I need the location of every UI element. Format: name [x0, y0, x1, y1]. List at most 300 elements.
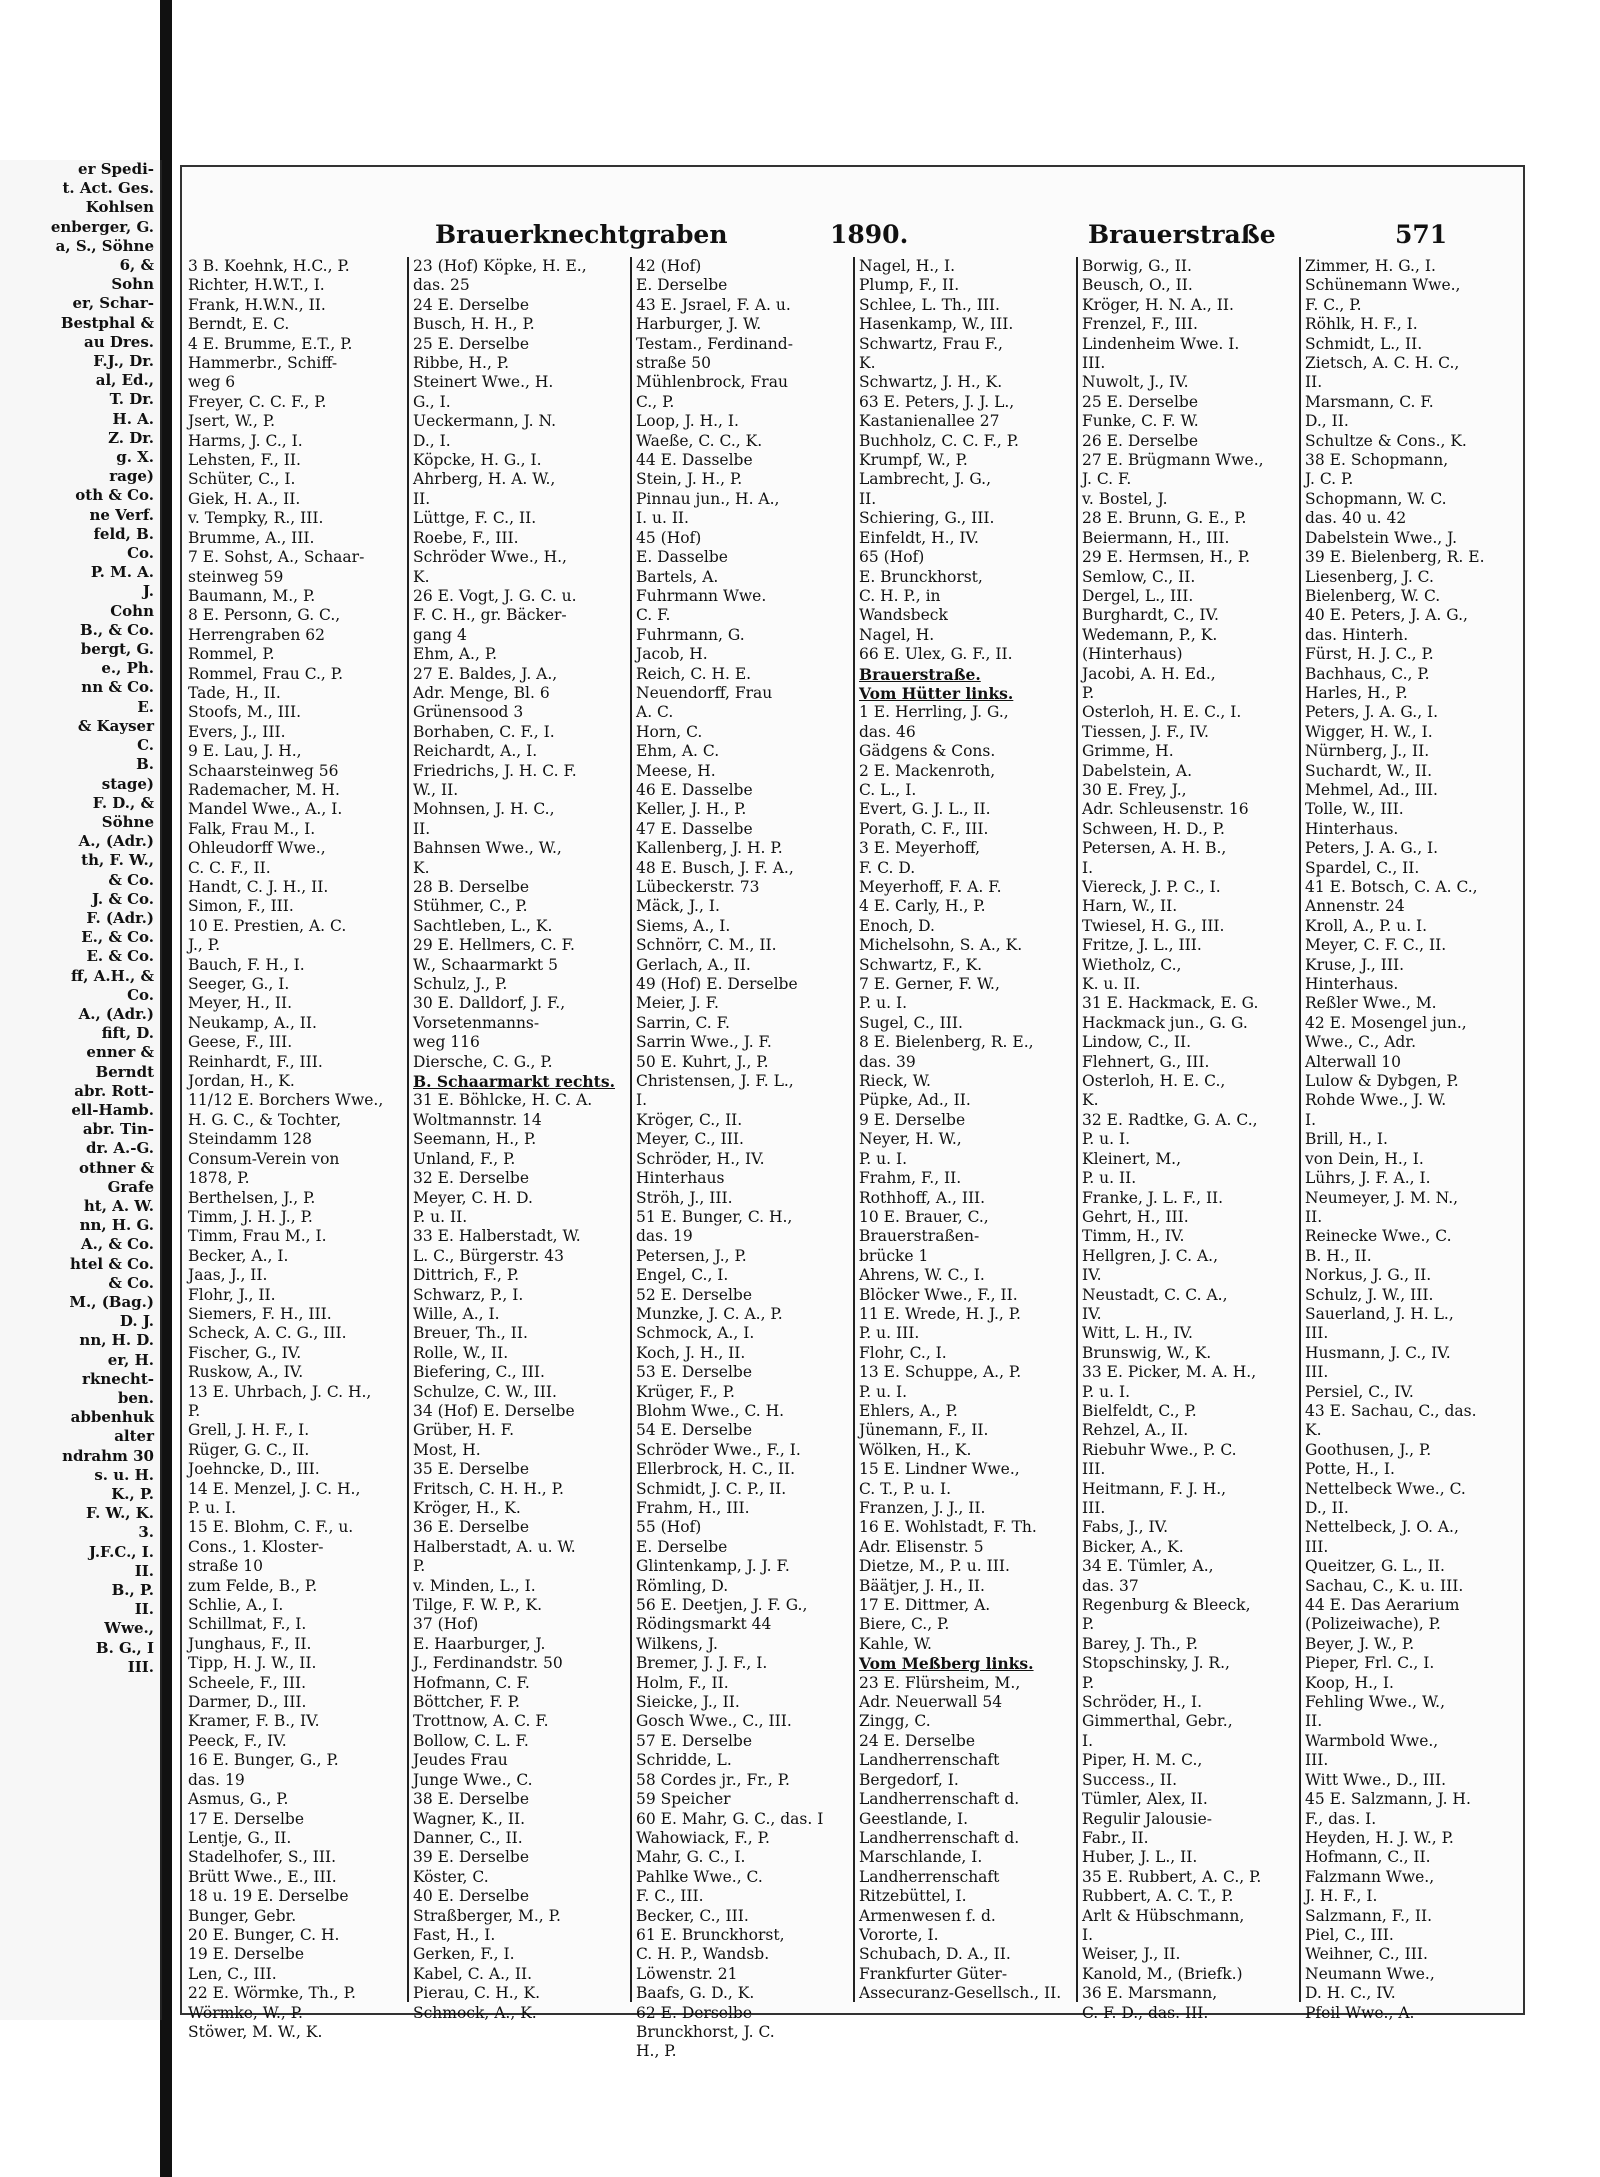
- directory-entry: Wölken, H., K.: [859, 1440, 972, 1459]
- directory-entry: Schröder, H., I.: [1082, 1693, 1203, 1712]
- directory-entry: Neukamp, A., II.: [188, 1013, 317, 1032]
- previous-page-text: alter: [114, 1427, 154, 1446]
- directory-entry: Einfeldt, H., IV.: [859, 528, 979, 547]
- directory-entry: Wilkens, J.: [636, 1634, 718, 1653]
- directory-entry: Kröger, H. N. A., II.: [1082, 295, 1234, 314]
- directory-entry: Becker, A., I.: [188, 1246, 289, 1265]
- directory-entry: Siemers, F. H., III.: [188, 1304, 332, 1323]
- directory-entry: Harburger, J. W.: [636, 315, 762, 334]
- directory-entry: Seeger, G., I.: [188, 975, 290, 994]
- directory-entry: II.: [1305, 1712, 1323, 1731]
- directory-entry: Funke, C. F. W.: [1082, 412, 1199, 431]
- directory-entry: 17 E. Dittmer, A.: [859, 1596, 991, 1615]
- previous-page-text: abbenhuk: [70, 1408, 154, 1427]
- previous-page-text: & Co.: [108, 870, 154, 889]
- directory-entry: Armenwesen f. d.: [859, 1906, 996, 1925]
- page-number: 571: [1395, 220, 1448, 249]
- directory-entry: 28 B. Derselbe: [413, 878, 530, 896]
- directory-entry: 30 E. Frey, J.,: [1082, 780, 1187, 799]
- directory-entry: 17 E. Derselbe: [188, 1809, 305, 1828]
- directory-entry: 45 E. Salzmann, J. H.: [1305, 1790, 1471, 1809]
- directory-entry: Joehncke, D., III.: [188, 1460, 320, 1479]
- directory-entry: P.: [1082, 1673, 1095, 1692]
- previous-page-text: D. J.: [119, 1312, 154, 1331]
- directory-entry: Petersen, A. H. B.,: [1082, 839, 1227, 858]
- previous-page-text: Bestphal &: [60, 313, 154, 332]
- directory-entry: Schmidt, J. C. P., II.: [636, 1479, 787, 1498]
- directory-entry: Annenstr. 24: [1305, 897, 1405, 916]
- previous-page-text: ne Verf.: [89, 505, 154, 524]
- directory-entry: Waeße, C. C., K.: [636, 431, 763, 450]
- directory-entry: Berthelsen, J., P.: [188, 1188, 316, 1207]
- directory-entry: Brill, H., I.: [1305, 1130, 1388, 1149]
- directory-entry: Blohm Wwe., C. H.: [636, 1401, 785, 1420]
- directory-entry: Wahowiack, F., P.: [636, 1828, 770, 1847]
- directory-entry: Frahm, H., III.: [636, 1499, 750, 1517]
- directory-entry: Sachau, C., K. u. III.: [1305, 1576, 1464, 1595]
- directory-entry: Mühlenbrock, Frau: [636, 373, 788, 392]
- previous-page-text: th, F. W.,: [81, 851, 154, 870]
- directory-entry: F. C., III.: [636, 1887, 704, 1906]
- directory-entry: Riebuhr Wwe., P. C.: [1082, 1440, 1237, 1459]
- directory-entry: Norkus, J. G., II.: [1305, 1266, 1432, 1285]
- directory-entry: 7 E. Gerner, F. W.,: [859, 975, 1000, 994]
- directory-entry: v. Tempky, R., III.: [188, 509, 324, 528]
- directory-entry: 66 E. Ulex, G. F., II.: [859, 645, 1013, 664]
- directory-entry: H., P.: [636, 2042, 677, 2061]
- directory-entry: 46 E. Dasselbe: [636, 780, 753, 799]
- directory-entry: Kastanienallee 27: [859, 412, 1000, 431]
- directory-entry: Schnörr, C. M., II.: [636, 936, 777, 955]
- directory-entry: Rademacher, M. H.: [188, 780, 340, 799]
- directory-entry: I.: [1082, 1925, 1094, 1944]
- directory-entry: 44 E. Das Aerarium: [1305, 1596, 1460, 1615]
- directory-entry: W., Schaarmarkt 5: [413, 955, 558, 974]
- directory-entry: Timm, H., IV.: [1082, 1227, 1185, 1246]
- previous-page-text: Co.: [127, 544, 154, 563]
- directory-entry: Sauerland, J. H. L.,: [1305, 1304, 1454, 1323]
- directory-entry: 4 E. Carly, H., P.: [859, 897, 986, 916]
- directory-entry: Baafs, G. D., K.: [636, 1984, 755, 2003]
- directory-entry: Horn, C.: [636, 722, 703, 741]
- directory-entry: Porath, C. F., III.: [859, 819, 989, 838]
- previous-page-text: B., P.: [111, 1581, 154, 1600]
- directory-entry: Frenzel, F., III.: [1082, 315, 1198, 334]
- directory-entry: Schlee, L. Th., III.: [859, 295, 1000, 314]
- directory-entry: Rommel, P.: [188, 645, 275, 664]
- directory-entry: Neustadt, C. C. A.,: [1082, 1285, 1228, 1304]
- directory-entry: II.: [859, 489, 877, 508]
- directory-entry: Meyer, C. F. C., II.: [1305, 936, 1447, 955]
- directory-entry: K.: [859, 354, 876, 373]
- directory-entry: Wedemann, P., K.: [1082, 625, 1218, 644]
- directory-entry: E. Derselbe: [636, 276, 728, 295]
- directory-entry: Lindow, C., II.: [1082, 1033, 1192, 1052]
- directory-entry: Schwartz, J. H., K.: [859, 373, 1003, 392]
- directory-entry: 10 E. Brauer, C.,: [859, 1207, 989, 1226]
- directory-entry: Krüger, F., P.: [636, 1382, 735, 1401]
- directory-entry: 61 E. Brunckhorst,: [636, 1925, 785, 1944]
- directory-entry: Flohr, C., I.: [859, 1343, 947, 1362]
- directory-entry: 1878, P.: [188, 1169, 250, 1188]
- directory-entry: II.: [1305, 373, 1323, 392]
- directory-entry: Danner, C., II.: [413, 1828, 523, 1847]
- directory-entry: 26 E. Derselbe: [1082, 431, 1199, 450]
- previous-page-text: ell-Hamb.: [71, 1100, 154, 1119]
- directory-entry: Barey, J. Th., P.: [1082, 1634, 1198, 1653]
- directory-entry: Scheele, F., III.: [188, 1673, 307, 1692]
- previous-page-text: T. Dr.: [109, 390, 154, 409]
- directory-entry: Rothhoff, A., III.: [859, 1188, 986, 1207]
- previous-page-text: J.: [142, 582, 154, 601]
- directory-entry: Ruskow, A., IV.: [188, 1363, 304, 1382]
- directory-entry: Franke, J. L. F., II.: [1082, 1188, 1224, 1207]
- previous-page-text: F.J., Dr.: [93, 352, 154, 371]
- directory-entry: 34 (Hof) E. Derselbe: [413, 1401, 575, 1420]
- directory-entry: Landherrenschaft: [859, 1867, 1000, 1886]
- directory-entry: 10 E. Prestien, A. C.: [188, 916, 347, 935]
- directory-entry: Wigger, H. W., I.: [1305, 722, 1433, 741]
- directory-entry: P. u. II.: [1082, 1169, 1137, 1188]
- directory-entry: Stopschinsky, J. R.,: [1082, 1654, 1230, 1673]
- previous-page-text: F. D., &: [92, 793, 154, 812]
- directory-entry: Jacob, H.: [636, 645, 708, 664]
- directory-entry: Zingg, C.: [859, 1712, 931, 1731]
- directory-entry: Warmbold Wwe.,: [1305, 1731, 1439, 1750]
- directory-entry: 36 E. Derselbe: [413, 1518, 530, 1537]
- directory-entry: D., II.: [1305, 1499, 1349, 1517]
- directory-entry: 63 E. Peters, J. J. L.,: [859, 392, 1015, 411]
- directory-entry: 60 E. Mahr, G. C., das. I: [636, 1809, 824, 1828]
- directory-entry: Weihner, C., III.: [1305, 1945, 1428, 1964]
- directory-entry: Schüter, C., I.: [188, 470, 296, 489]
- directory-entry: Ahrberg, H. A. W.,: [413, 470, 556, 489]
- previous-page-text: nn, H. D.: [79, 1331, 154, 1350]
- directory-entry: Wörmke, W., P.: [188, 2003, 303, 2022]
- directory-entry: Römling, D.: [636, 1576, 729, 1595]
- directory-entry: Hinterhaus: [636, 1169, 725, 1188]
- directory-entry: 34 E. Tümler, A.,: [1082, 1557, 1214, 1576]
- directory-entry: 24 E. Derselbe: [413, 295, 530, 314]
- previous-page-text: II.: [134, 1561, 154, 1580]
- directory-entry: P. u. I.: [1082, 1382, 1131, 1401]
- directory-entry: 19 E. Derselbe: [188, 1945, 305, 1964]
- directory-entry: 2 E. Mackenroth,: [859, 761, 996, 780]
- directory-entry: C., P.: [636, 392, 675, 411]
- directory-entry: Holm, F., II.: [636, 1673, 729, 1692]
- directory-entry: Herrengraben 62: [188, 625, 325, 644]
- directory-entry: Gerken, F., I.: [413, 1945, 515, 1964]
- directory-entry: Rehzel, A., II.: [1082, 1421, 1189, 1440]
- directory-entry: Bäätjer, J. H., II.: [859, 1576, 985, 1595]
- directory-entry: P. u. I.: [1082, 1130, 1131, 1149]
- directory-entry: Wille, A., I.: [413, 1304, 500, 1323]
- directory-entry: 28 E. Brunn, G. E., P.: [1082, 509, 1247, 528]
- directory-entry: Junge Wwe., C.: [413, 1770, 533, 1789]
- previous-page-text: er Spedi-: [78, 160, 154, 178]
- directory-entry: Löwenstr. 21: [636, 1964, 738, 1983]
- directory-entry: Meier, J. F.: [636, 994, 719, 1013]
- previous-page-text: Z. Dr.: [108, 428, 154, 447]
- directory-entry: Reinhardt, F., III.: [188, 1052, 323, 1071]
- directory-entry: Schünemann Wwe.,: [1305, 276, 1461, 295]
- previous-page-text: Wwe.,: [104, 1619, 154, 1638]
- previous-page-text: C.: [137, 736, 154, 755]
- directory-entry: L. C., Bürgerstr. 43: [413, 1246, 564, 1265]
- directory-entry: Schlie, A., I.: [188, 1596, 284, 1615]
- directory-entry: Lübeckerstr. 73: [636, 878, 760, 896]
- directory-entry: Köpcke, H. G., I.: [413, 451, 542, 470]
- directory-entry: Reinecke Wwe., C.: [1305, 1227, 1452, 1246]
- directory-entry: Fuhrmann, G.: [636, 625, 745, 644]
- directory-entry: Falzmann Wwe.,: [1305, 1867, 1435, 1886]
- directory-entry: A. C.: [636, 703, 674, 722]
- directory-entry: K.: [413, 858, 430, 877]
- directory-entry: Rohde Wwe., J. W.: [1305, 1091, 1447, 1110]
- right-street-title: Brauerstraße: [1088, 220, 1276, 249]
- directory-entry: Pahlke Wwe., C.: [636, 1867, 763, 1886]
- previous-page-text: A., (Adr.): [78, 832, 154, 851]
- directory-entry: D., II.: [1305, 412, 1349, 431]
- directory-entry: 14 E. Menzel, J. C. H.,: [188, 1479, 361, 1498]
- directory-entry: Gosch Wwe., C., III.: [636, 1712, 792, 1731]
- directory-entry: I.: [1082, 858, 1094, 877]
- directory-entry: Most, H.: [413, 1440, 481, 1459]
- directory-entry: Tolle, W., III.: [1305, 800, 1404, 819]
- previous-page-text: dr. A.-G.: [85, 1139, 154, 1158]
- directory-entry: Bremer, J. J. F., I.: [636, 1654, 768, 1673]
- previous-page-text: g. X.: [116, 448, 154, 467]
- directory-entry: E. Haarburger, J.: [413, 1634, 546, 1653]
- directory-entry: Marschlande, I.: [859, 1848, 983, 1867]
- directory-entry: 47 E. Dasselbe: [636, 819, 753, 838]
- directory-entry: III.: [1305, 1751, 1329, 1770]
- directory-entry: Schubach, D. A., II.: [859, 1945, 1011, 1964]
- directory-entry: Reichardt, A., I.: [413, 742, 538, 761]
- directory-entry: Ströh, J., III.: [636, 1188, 733, 1207]
- directory-entry: Grell, J. H. F., I.: [188, 1421, 310, 1440]
- directory-entry: Bielenberg, W. C.: [1305, 586, 1441, 605]
- directory-entry: II.: [413, 489, 431, 508]
- directory-entry: Pierau, C. H., K.: [413, 1984, 541, 2003]
- directory-entry: J., Ferdinandstr. 50: [413, 1654, 563, 1673]
- previous-page-text: feld, B.: [93, 524, 154, 543]
- directory-entry: Landherrenschaft: [859, 1751, 1000, 1770]
- directory-entry: P.: [1082, 683, 1095, 702]
- directory-entry: 43 E. Jsrael, F. A. u.: [636, 295, 791, 314]
- directory-entry: Gädgens & Cons.: [859, 742, 996, 761]
- directory-entry: Meyerhoff, F. A. F.: [859, 878, 1002, 896]
- directory-entry: 25 E. Derselbe: [413, 334, 530, 353]
- directory-entry: G., I.: [413, 392, 451, 411]
- directory-entry: (Polizeiwache), P.: [1305, 1615, 1441, 1634]
- directory-entry: I. u. II.: [636, 509, 689, 528]
- directory-entry: Bahnsen Wwe., W.,: [413, 839, 562, 858]
- directory-column-1: [184, 257, 384, 2041]
- directory-entry: Buchholz, C. C. F., P.: [859, 431, 1019, 450]
- directory-entry: Mäck, J., I.: [636, 897, 720, 916]
- directory-entry: Nagel, H.: [859, 625, 935, 644]
- directory-entry: Fritsch, C. H. H., P.: [413, 1479, 564, 1498]
- previous-page-text: nn, H. G.: [79, 1216, 154, 1235]
- directory-entry: Schiering, G., III.: [859, 509, 995, 528]
- directory-entry: Liesenberg, J. C.: [1305, 567, 1434, 586]
- directory-entry: Marsmann, C. F.: [1305, 392, 1434, 411]
- directory-entry: C. F.: [636, 606, 671, 625]
- directory-entry: Stadelhofer, S., III.: [188, 1848, 337, 1867]
- directory-entry: Goothusen, J., P.: [1305, 1440, 1432, 1459]
- directory-entry: Biefering, C., III.: [413, 1363, 545, 1382]
- directory-entry: Sachtleben, L., K.: [413, 916, 553, 935]
- directory-entry: Dabelstein, A.: [1082, 761, 1192, 780]
- directory-entry: Kahle, W.: [859, 1634, 932, 1653]
- directory-entry: 29 E. Hellmers, C. F.: [413, 936, 575, 955]
- previous-page-text: 6, &: [119, 256, 154, 275]
- directory-entry: Schwartz, Frau F.,: [859, 334, 1003, 353]
- directory-entry: Piper, H. M. C.,: [1082, 1751, 1203, 1770]
- directory-entry: Reich, C. H. E.: [636, 664, 752, 683]
- directory-entry: 13 E. Schuppe, A., P.: [859, 1363, 1022, 1382]
- directory-entry: III.: [1305, 1363, 1329, 1382]
- directory-entry: Regenburg & Bleeck,: [1082, 1596, 1251, 1615]
- directory-entry: Meyer, C., III.: [636, 1130, 744, 1149]
- directory-entry: 24 E. Derselbe: [859, 1731, 976, 1750]
- directory-entry: Brauerstraßen-: [859, 1227, 980, 1246]
- previous-page-text: B., & Co.: [79, 620, 154, 639]
- directory-entry: Siems, A., I.: [636, 916, 731, 935]
- directory-entry: C. F. D., das. III.: [1082, 2003, 1209, 2022]
- directory-entry: Busch, H. H., P.: [413, 315, 535, 334]
- directory-entry: 42 E. Mosengel jun.,: [1305, 1013, 1467, 1032]
- directory-entry: Vom Meßberg links.: [859, 1654, 1034, 1674]
- directory-entry: 8 E. Bielenberg, R. E.,: [859, 1033, 1034, 1052]
- directory-entry: Meyer, C. H. D.: [413, 1188, 533, 1207]
- directory-entry: Peeck, F., IV.: [188, 1731, 287, 1750]
- directory-entry: Beiermann, H., III.: [1082, 528, 1230, 547]
- directory-entry: Plump, F., II.: [859, 276, 960, 295]
- directory-entry: Fabs, J., IV.: [1082, 1518, 1168, 1537]
- directory-column-2: [407, 257, 615, 2022]
- directory-entry: 35 E. Rubbert, A. C., P.: [1082, 1867, 1262, 1886]
- directory-entry: Arlt & Hübschmann,: [1082, 1906, 1245, 1925]
- directory-entry: Blöcker Wwe., F., II.: [859, 1285, 1018, 1304]
- directory-entry: Witt, L. H., IV.: [1082, 1324, 1193, 1343]
- directory-entry: Gimmerthal, Gebr.,: [1082, 1712, 1233, 1731]
- directory-entry: 43 E. Sachau, C., das.: [1305, 1401, 1477, 1420]
- directory-entry: Husmann, J. C., IV.: [1305, 1343, 1451, 1362]
- directory-entry: Schulz, J., P.: [413, 975, 508, 994]
- directory-entry: Kröger, H., K.: [413, 1499, 521, 1517]
- directory-entry: Bauch, F. H., I.: [188, 955, 305, 974]
- directory-entry: E. Dasselbe: [636, 548, 728, 567]
- directory-entry: Schultze & Cons., K.: [1305, 431, 1467, 450]
- directory-entry: D. H. C., IV.: [1305, 1984, 1396, 2003]
- directory-entry: Stöwer, M. W., K.: [188, 2022, 323, 2041]
- previous-page-text: E., & Co.: [81, 928, 154, 947]
- directory-entry: Zimmer, H. G., I.: [1305, 257, 1436, 275]
- previous-page-text: B.: [136, 755, 154, 774]
- directory-entry: Kabel, C. A., II.: [413, 1964, 533, 1983]
- directory-entry: Pieper, Frl. C., I.: [1305, 1654, 1435, 1673]
- directory-entry: III.: [1082, 354, 1106, 373]
- directory-entry: Schopmann, W. C.: [1305, 489, 1447, 508]
- directory-entry: E. Derselbe: [636, 1537, 728, 1556]
- directory-entry: Meese, H.: [636, 761, 716, 780]
- directory-entry: Huber, J. L., II.: [1082, 1848, 1198, 1867]
- directory-entry: 31 E. Hackmack, E. G.: [1082, 994, 1259, 1013]
- directory-entry: 31 E. Böhlcke, H. C. A.: [413, 1091, 593, 1110]
- directory-page: [180, 165, 1525, 2061]
- directory-entry: 36 E. Marsmann,: [1082, 1984, 1218, 2003]
- directory-entry: 59 Speicher: [636, 1790, 731, 1809]
- directory-entry: III.: [1305, 1324, 1329, 1343]
- directory-entry: Schröder Wwe., F., I.: [636, 1440, 801, 1459]
- directory-entry: Heyden, H. J. W., P.: [1305, 1828, 1454, 1847]
- previous-page-text: a, S., Söhne: [55, 236, 154, 255]
- directory-entry: F. C. D.: [859, 858, 916, 877]
- directory-entry: Bollow, C. L. F.: [413, 1731, 529, 1750]
- previous-page-text: P. M. A.: [90, 563, 154, 582]
- directory-entry: Borhaben, C. F., I.: [413, 722, 555, 741]
- directory-entry: Timm, J. H. J., P.: [188, 1207, 313, 1226]
- directory-entry: Diersche, C. G., P.: [413, 1052, 553, 1071]
- directory-entry: K.: [413, 567, 430, 586]
- directory-entry: J., P.: [188, 936, 221, 955]
- directory-entry: Rolle, W., II.: [413, 1343, 509, 1362]
- directory-entry: 40 E. Peters, J. A. G.,: [1305, 606, 1468, 625]
- directory-entry: straße 50: [636, 354, 712, 373]
- directory-entry: Schridde, L.: [636, 1751, 732, 1770]
- directory-entry: v. Bostel, J.: [1082, 489, 1168, 508]
- directory-entry: Fürst, H. J. C., P.: [1305, 645, 1434, 664]
- directory-entry: Asmus, G., P.: [188, 1790, 289, 1809]
- directory-entry: Friedrichs, J. H. C. F.: [413, 761, 577, 780]
- directory-entry: Grüber, H. F.: [413, 1421, 515, 1440]
- directory-entry: 15 E. Blohm, C. F., u.: [188, 1518, 354, 1537]
- directory-entry: Berndt, E. C.: [188, 315, 290, 334]
- directory-entry: Munzke, J. C. A., P.: [636, 1304, 783, 1323]
- directory-entry: Weiser, J., II.: [1082, 1945, 1181, 1964]
- directory-entry: 57 E. Derselbe: [636, 1731, 753, 1750]
- directory-entry: 44 E. Dasselbe: [636, 451, 753, 470]
- directory-entry: Brunckhorst, J. C.: [636, 2022, 775, 2041]
- directory-entry: Adr. Menge, Bl. 6: [413, 683, 550, 702]
- directory-entry: Franzen, J. J., II.: [859, 1499, 986, 1517]
- directory-entry: Steindamm 128: [188, 1130, 313, 1149]
- previous-page-text: stage): [101, 774, 154, 793]
- directory-entry: Krumpf, W., P.: [859, 451, 968, 470]
- previous-page-text: nn & Co.: [81, 678, 154, 697]
- previous-page-text: Co.: [127, 985, 154, 1004]
- previous-page-text: K., P.: [111, 1485, 154, 1504]
- directory-entry: Fritze, J. L., III.: [1082, 936, 1202, 955]
- previous-page-text: ben.: [117, 1389, 154, 1407]
- directory-entry: Regulir Jalousie-: [1082, 1809, 1213, 1828]
- directory-entry: I.: [636, 1091, 648, 1110]
- directory-entry: Borwig, G., II.: [1082, 257, 1192, 275]
- directory-entry: Koch, J. H., II.: [636, 1343, 746, 1362]
- directory-entry: Frahm, F., II.: [859, 1169, 962, 1188]
- directory-entry: Lührs, J. F. A., I.: [1305, 1169, 1431, 1188]
- directory-entry: Rubbert, A. C. T., P.: [1082, 1887, 1234, 1906]
- directory-entry: Dabelstein Wwe., J.: [1305, 528, 1458, 547]
- directory-column-6: [1299, 257, 1489, 2022]
- directory-entry: Ellerbrock, H. C., II.: [636, 1460, 796, 1479]
- directory-entry: Cons., 1. Kloster-: [188, 1537, 324, 1556]
- directory-entry: W., II.: [413, 780, 459, 799]
- previous-page-text: E. & Co.: [86, 947, 154, 966]
- directory-entry: 27 E. Baldes, J. A.,: [413, 664, 558, 683]
